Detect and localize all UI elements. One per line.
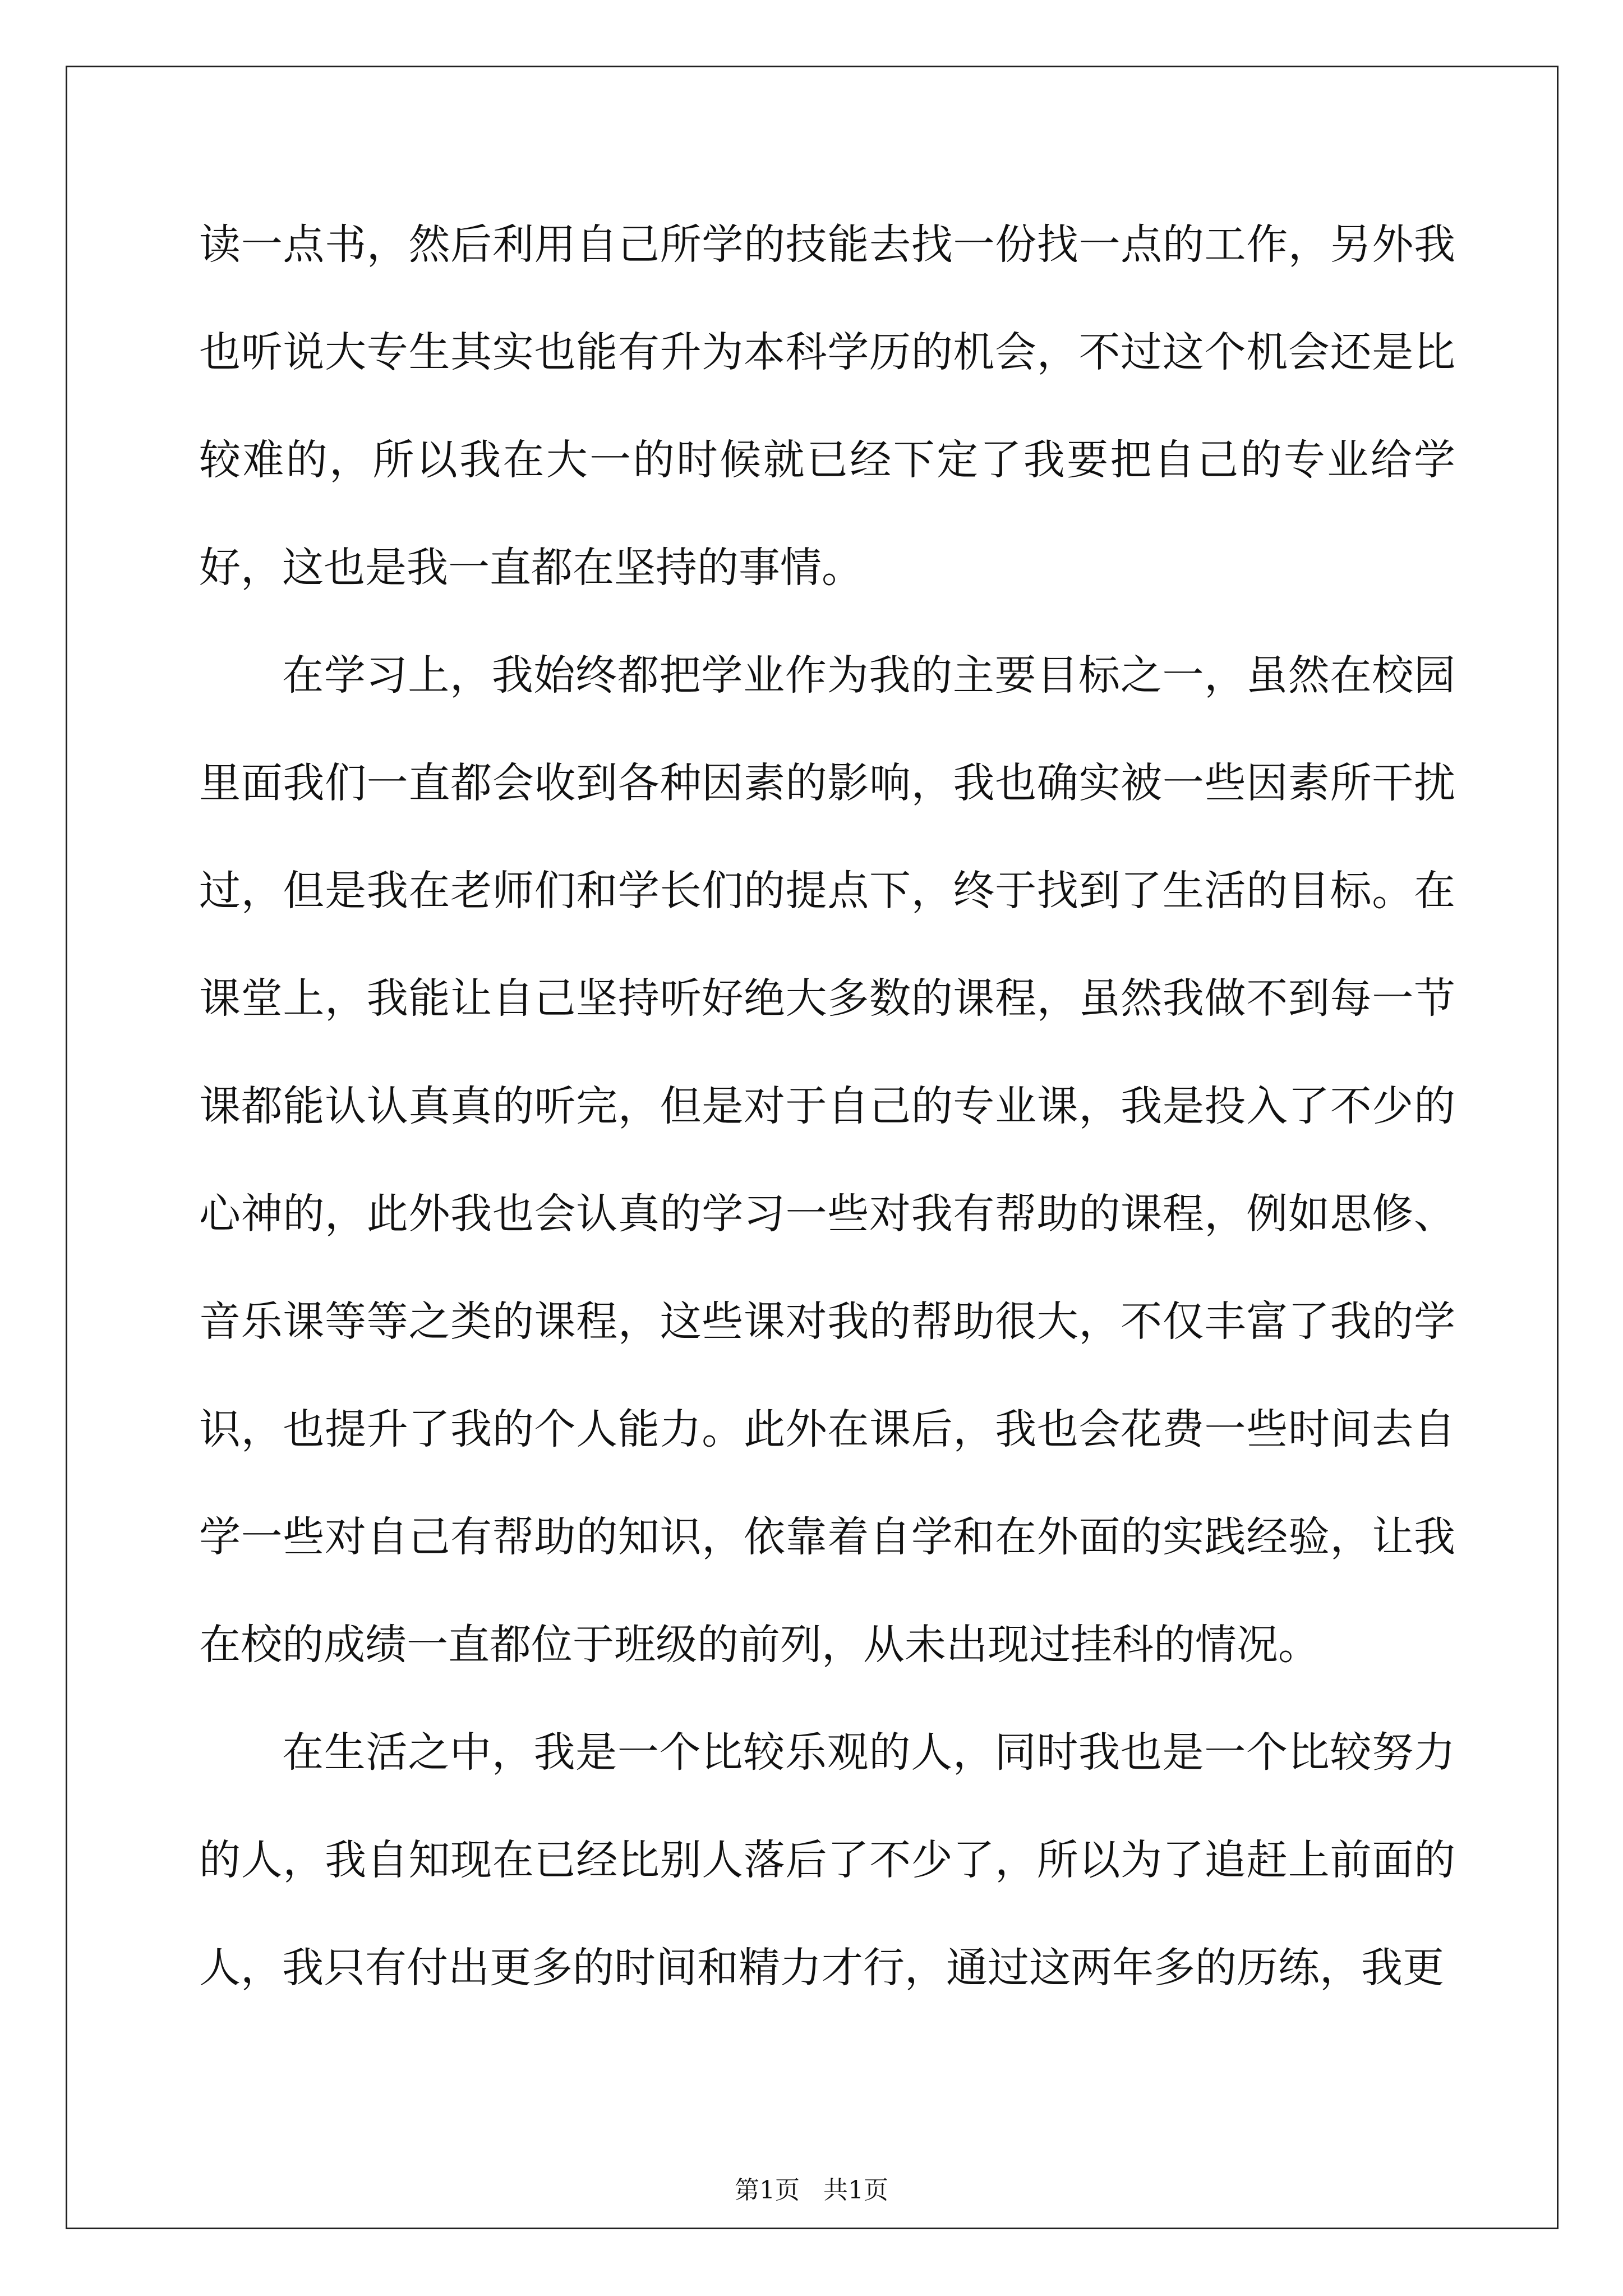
page-total: 共1页 [823,2176,888,2205]
paragraph-1: 读一点书，然后利用自己所学的技能去找一份找一点的工作，另外我也听说大专生其实也能有升为本科学历的机会，不过这个机会还是比较难的，所以我在大一的时候就已经下定了我要把自己的专业给学好，这也是我一直都在坚持的事情。 [199,220,1455,592]
paragraph-2: 在学习上，我始终都把学业作为我的主要目标之一，虽然在校园里面我们一直都会收到各种因素的影响，我也确实被一些因素所干扰过，但是我在老师们和学长们的提点下，终于找到了生活的目标。在课堂上，我能让自己坚持听好绝大多数的课程，虽然我做不到每一节课都能认认真真的听完，但是对于自己的专业课，我是投入了不少的心神的，此外我也会认真的学习一些对我有帮助的课程，例如思修、音乐课等等之类的课程，这些课对我的帮助很大，不仅丰富了我的学识，也提升了我的个人能力。此外在课后，我也会花费一些时间去自学一些对自己有帮助的知识，依靠着自学和在外面的实践经验，让我在校的成绩一直都位于班级的前列，从未出现过挂科的情况。 [199,651,1455,1669]
document-body [199,191,1455,2022]
page-footer [0,2170,1623,2206]
page-number: 第1页 [735,2176,800,2205]
paragraph-3: 在生活之中，我是一个比较乐观的人，同时我也是一个比较努力的人，我自知现在已经比别人落后了不少了，所以为了追赶上前面的人，我只有付出更多的时间和精力才行，通过这两年多的历练，我更 [199,1728,1455,1992]
